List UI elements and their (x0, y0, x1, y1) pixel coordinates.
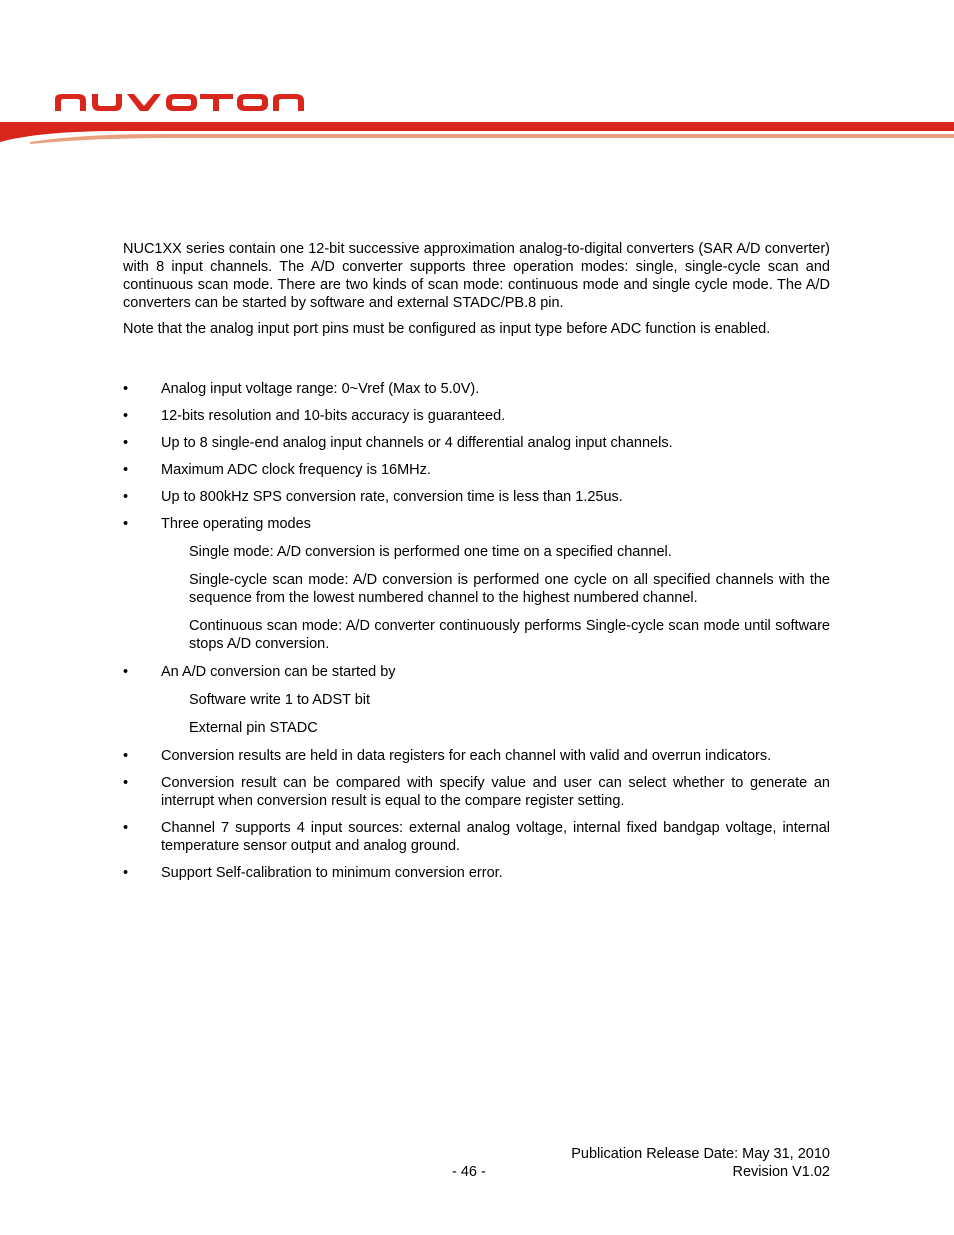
feature-item (123, 864, 830, 882)
bullet-icon: • (123, 820, 129, 836)
feature-subitem: External pin STADC (189, 720, 318, 736)
feature-text: An A/D conversion can be started by (161, 664, 396, 680)
header-light-stripe (30, 134, 954, 144)
header-red-stripe (0, 122, 954, 142)
feature-item (123, 774, 830, 810)
page-header (0, 0, 954, 160)
feature-subitem: Software write 1 to ADST bit (189, 692, 371, 708)
feature-text: Maximum ADC clock frequency is 16MHz. (161, 462, 431, 478)
feature-text: Analog input voltage range: 0~Vref (Max to 5.0V). (161, 381, 480, 397)
feature-text: Support Self-calibration to minimum conversion error. (161, 865, 503, 881)
feature-text: 12-bits resolution and 10-bits accuracy is guaranteed. (161, 408, 506, 424)
bullet-icon: • (123, 489, 129, 505)
bullet-icon: • (123, 462, 129, 478)
feature-subitem: Continuous scan mode: A/D converter continuously performs Single-cycle scan mode until software stops A/D conversion. (189, 618, 830, 652)
page-footer (0, 1145, 954, 1185)
feature-text: Up to 8 single-end analog input channels or 4 differential analog input channels. (161, 435, 673, 451)
feature-item (123, 380, 830, 398)
bullet-icon: • (123, 408, 129, 424)
document-body (123, 240, 830, 891)
feature-item (123, 819, 830, 855)
feature-text: Conversion results are held in data registers for each channel with valid and overrun indicators. (161, 748, 772, 764)
feature-list (123, 380, 830, 882)
feature-item (123, 407, 830, 425)
bullet-icon: • (123, 381, 129, 397)
feature-text: Three operating modes (161, 516, 311, 532)
bullet-icon: • (123, 516, 129, 532)
feature-subitem: Single-cycle scan mode: A/D conversion is performed one cycle on all specified channels with the sequence from the lowest numbered channel to the highest numbered channel. (189, 572, 830, 606)
logo-lettering (55, 94, 304, 111)
feature-item (123, 461, 830, 479)
feature-text: Conversion result can be compared with specify value and user can select whether to generate an interrupt when conversion result is equal to the compare register setting. (161, 775, 830, 809)
bullet-icon: • (123, 435, 129, 451)
feature-item (123, 488, 830, 506)
intro-paragraph: NUC1XX series contain one 12-bit successive approximation analog-to-digital converters (SAR A/D converter) with 8 input channels. The A/D converter supports three operation modes: single, single-cycle scan and continuous scan mode. There are two kinds of scan mode: continuous mode and single cycle mode. The A/D converters can be started by software and external STADC/PB.8 pin. (123, 241, 830, 311)
note-paragraph: Note that the analog input port pins must be configured as input type before ADC function is enabled. (123, 321, 771, 337)
bullet-icon: • (123, 775, 129, 791)
bullet-icon: • (123, 664, 129, 680)
feature-item (123, 747, 830, 765)
bullet-icon: • (123, 865, 129, 881)
feature-item (123, 663, 830, 681)
feature-item (123, 434, 830, 452)
nuvoton-logo (0, 0, 954, 160)
feature-text: Up to 800kHz SPS conversion rate, conversion time is less than 1.25us. (161, 489, 623, 505)
page-number: - 46 - (452, 1164, 486, 1180)
feature-text: Channel 7 supports 4 input sources: external analog voltage, internal fixed bandgap voltage, internal temperature sensor output and analog ground. (161, 820, 830, 854)
feature-item (123, 515, 830, 533)
bullet-icon: • (123, 748, 129, 764)
publication-date: Publication Release Date: May 31, 2010 (571, 1146, 830, 1162)
revision: Revision V1.02 (732, 1164, 830, 1180)
feature-subitem: Single mode: A/D conversion is performed one time on a specified channel. (189, 544, 672, 560)
